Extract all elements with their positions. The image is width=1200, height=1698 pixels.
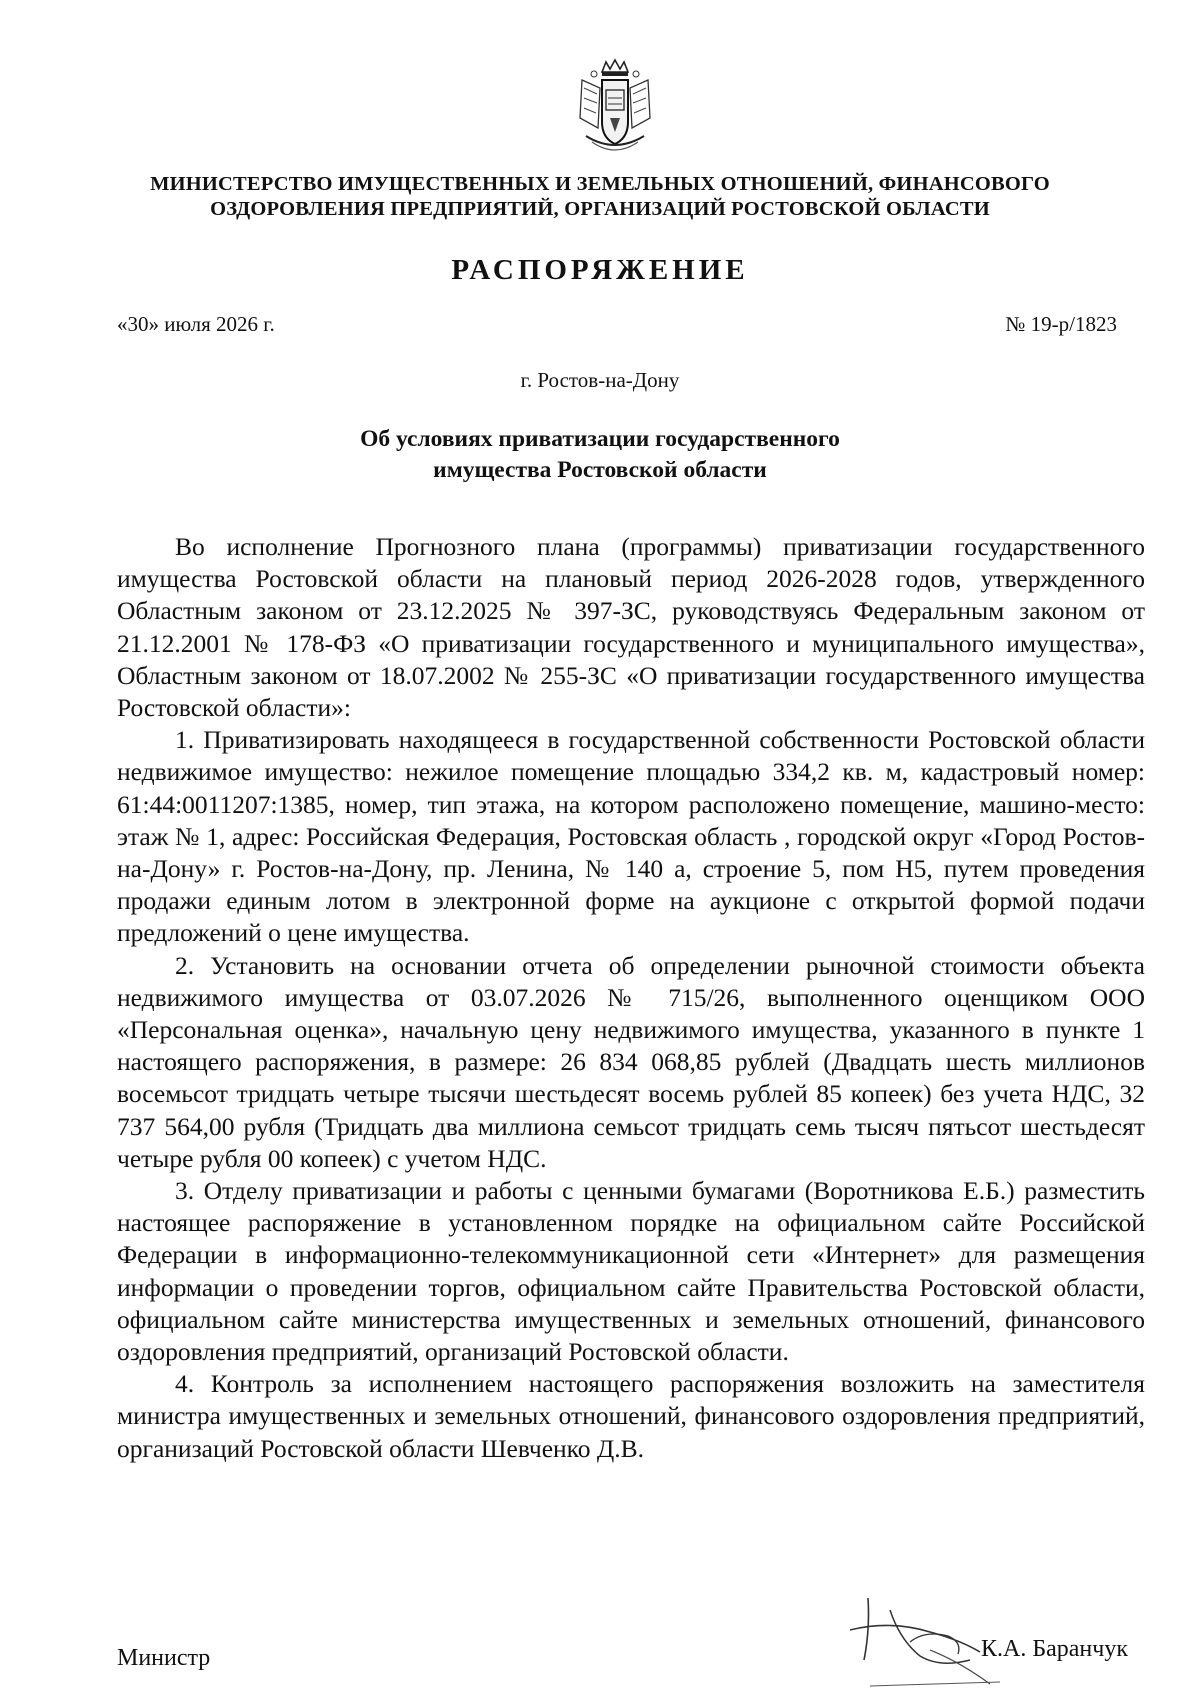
document-type-title: РАСПОРЯЖЕНИЕ	[451, 254, 749, 286]
document-subject	[0, 424, 1200, 486]
signer-title: Министр	[117, 1645, 211, 1671]
ministry-name-line2: ОЗДОРОВЛЕНИЯ ПРЕДПРИЯТИЙ, ОРГАНИЗАЦИЙ РОСТОВСКОЙ ОБЛАСТИ	[210, 198, 990, 220]
rostov-oblast-coat-of-arms-icon	[572, 58, 658, 158]
document-number: № 19-р/1823	[1005, 312, 1117, 336]
item-3-paragraph: 3. Отделу приватизации и работы с ценными бумагами (Воротникова Е.Б.) разместить настоящее распоряжение в установленном порядке на официальном сайте Российской Федерации в информационно-телекоммуникационной сети «Интернет» для размещения информации о проведении торгов, официальном сайте Правительства Ростовской области, официальном сайте министерства имущественных и земельных отношений, финансового оздоровления предприятий, организаций Ростовской области.	[117, 1176, 1145, 1367]
signer-name: К.А. Баранчук	[981, 1636, 1128, 1662]
item-1-paragraph: 1. Приватизировать находящееся в государственной собственности Ростовской области недвижимое имущество: нежилое помещение площадью 334,2 кв. м, кадастровый номер: 61:44:0011207:1385, номер, тип этажа, на котором расположено помещение, машино-место: этаж № 1, адрес: Российская Федерация, Ростовская область , городской округ «Город Ростов-на-Дону» г. Ростов-на-Дону, пр. Ленина, № 140 а, строение 5, пом Н5, путем проведения продажи единым лотом в электронной форме на аукционе с открытой формой подачи предложений о цене имущества.	[117, 725, 1145, 948]
document-body	[117, 531, 1145, 1465]
item-4-paragraph: 4. Контроль за исполнением настоящего распоряжения возложить на заместителя министра имущественных и земельных отношений, финансового оздоровления предприятий, организаций Ростовской области Шевченко Д.В.	[117, 1369, 1145, 1463]
item-2-paragraph: 2. Установить на основании отчета об определении рыночной стоимости объекта недвижимого имущества от 03.07.2026 № 715/26, выполненного оценщиком ООО «Персональная оценка», начальную цену недвижимого имущества, указанного в пункте 1 настоящего распоряжения, в размере: 26 834 068,85 рублей (Двадцать шесть миллионов восемьсот тридцать четыре тысячи шестьдесят восемь рублей 85 копеек) без учета НДС, 32 737 564,00 рубля (Тридцать два миллиона семьсот тридцать семь тысяч пятьсот шестьдесят четыре рубля 00 копеек) с учетом НДС.	[117, 950, 1145, 1173]
preamble-paragraph: Во исполнение Прогнозного плана (программы) приватизации государственного имущества Ростовской области на плановый период 2026-2028 годов, утвержденного Областным законом от 23.12.2025 № 397-ЗС, руководствуясь Федеральным законом от 21.12.2001 № 178-ФЗ «О приватизации государственного и муниципального имущества», Областным законом от 18.07.2002 № 255-ЗС «О приватизации государственного имущества Ростовской области»:	[117, 532, 1145, 723]
document-date: «30» июля 2026 г.	[117, 312, 275, 336]
subject-line2: имущества Ростовской области	[433, 457, 767, 483]
ministry-name	[90, 172, 1110, 222]
document-city: г. Ростов-на-Дону	[520, 368, 680, 392]
ministry-name-line1: МИНИСТЕРСТВО ИМУЩЕСТВЕННЫХ И ЗЕМЕЛЬНЫХ ОТНОШЕНИЙ, ФИНАНСОВОГО	[150, 173, 1050, 195]
subject-line1: Об условиях приватизации государственного	[360, 426, 840, 452]
